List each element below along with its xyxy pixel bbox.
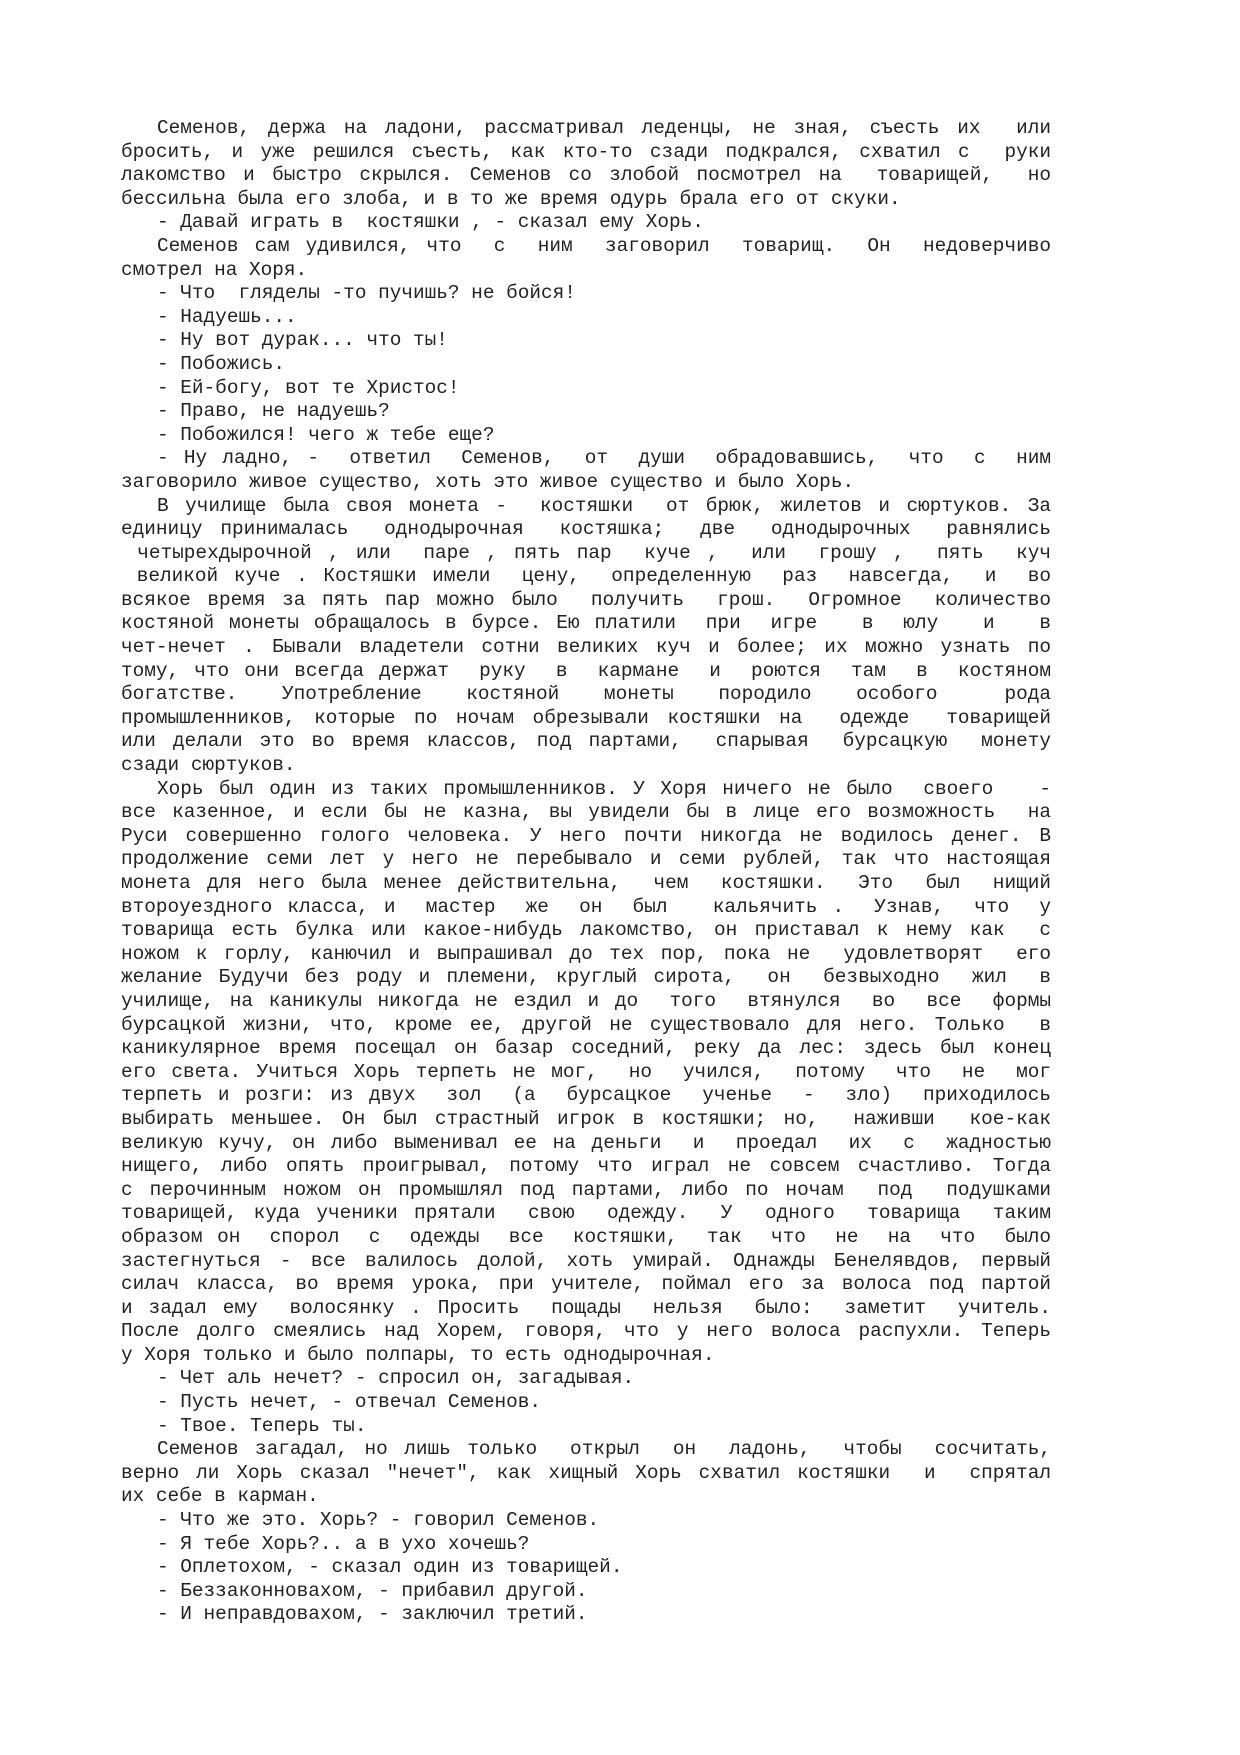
text-line: и задал ему волосянку . Просить пощады нельзя было: заметит учитель. <box>121 1296 1051 1319</box>
text-line: - Ну вот дурак... что ты! <box>157 329 448 352</box>
text-line: с перочинным ножом он промышлял под партами, либо по ночам под подушками <box>121 1178 1051 1201</box>
text-line: - Что же это. Хорь? - говорил Семенов. <box>157 1509 600 1532</box>
text-line: Семенов сам удивился, что с ним заговорил товарищ. Он недоверчиво <box>157 234 1051 257</box>
text-line: Семенов, держа на ладони, рассматривал леденцы, не зная, съесть их или <box>157 117 1051 139</box>
text-line: великую кучу, он либо выменивал ее на деньги и проедал их с жадностью <box>121 1131 1051 1154</box>
text-line: образом он спорол с одежды все костяшки, так что не на что было <box>121 1225 1051 1248</box>
text-line: В училище была своя монета - костяшки от брюк, жилетов и сюртуков. За <box>157 494 1051 517</box>
text-line: - Побожись. <box>157 352 285 375</box>
text-line: - Твое. Теперь ты. <box>157 1414 367 1437</box>
text-line: смотрел на Хоря. <box>121 258 308 281</box>
text-line: бросить, и уже решился съесть, как кто-то сзади подкрался, схватил с руки <box>121 140 1051 163</box>
text-line: Хорь был один из таких промышленников. У Хоря ничего не было своего - <box>157 777 1051 800</box>
text-line: - Ну ладно, - ответил Семенов, от души обрадовавшись, что с ним <box>157 447 1051 470</box>
text-line: бурсацкой жизни, что, кроме ее, другой не существовало для него. Только в <box>121 1013 1051 1036</box>
text-line: четырехдырочной , или паре , пять пар куче , или грошу , пять куч <box>121 541 1051 564</box>
text-line: нищего, либо опять проигрывал, потому что играл не совсем счастливо. Тогда <box>121 1155 1051 1178</box>
text-line: товарищей, куда ученики прятали свою одежду. У одного товарища таким <box>121 1202 1051 1225</box>
text-line: заговорило живое существо, хоть это живое существо и было Хорь. <box>121 470 855 493</box>
text-line: - И неправдовахом, - заключил третий. <box>157 1603 588 1626</box>
text-line: единицу принималась однодырочная костяшка; две однодырочных равнялись <box>121 518 1051 541</box>
text-line: товарища есть булка или какое-нибудь лакомство, он приставал к нему как с <box>121 919 1051 942</box>
text-line: - Беззаконновахом, - прибавил другой. <box>157 1579 588 1602</box>
text-line: - Пусть нечет, - отвечал Семенов. <box>157 1391 541 1414</box>
text-line: верно ли Хорь сказал "нечет", как хищный Хорь схватил костяшки и спрятал <box>121 1461 1051 1484</box>
text-line: выбирать меньшее. Он был страстный игрок в костяшки; но, наживши кое-как <box>121 1107 1051 1130</box>
text-line: - Надуешь... <box>157 305 297 328</box>
text-line: лакомство и быстро скрылся. Семенов со злобой посмотрел на товарищей, но <box>121 164 1051 187</box>
text-line: костяной монеты обращалось в бурсе. Ею платили при игре в юлу и в <box>121 612 1051 635</box>
text-line: великой куче . Костяшки имели цену, определенную раз навсегда, и во <box>121 565 1051 588</box>
text-line: бессильна была его злоба, и в то же время одурь брала его от скуки. <box>121 187 901 210</box>
text-line: или делали это во время классов, под партами, спарывая бурсацкую монету <box>121 730 1051 753</box>
text-line: - Оплетохом, - сказал один из товарищей. <box>157 1556 623 1579</box>
text-line: сзади сюртуков. <box>121 754 296 777</box>
text-line: терпеть и розги: из двух зол (а бурсацкое ученье - зло) приходилось <box>121 1084 1051 1107</box>
text-line: училище, на каникулы никогда не ездил и до того втянулся во все формы <box>121 989 1051 1012</box>
body-text <box>121 117 1051 1627</box>
text-line: все казенное, и если бы не казна, вы увидели бы в лице его возможность на <box>121 801 1051 824</box>
text-line: После долго смеялись над Хорем, говоря, что у него волоса распухли. Теперь <box>121 1320 1051 1343</box>
text-line: каникулярное время посещал он базар соседний, реку да лес: здесь был конец <box>121 1037 1051 1060</box>
text-line: силач класса, во время урока, при учителе, поймал его за волоса под партой <box>121 1273 1051 1296</box>
text-line: - Давай играть в костяшки , - сказал ему Хорь. <box>157 211 704 234</box>
text-line: застегнуться - все валилось долой, хоть умирай. Однажды Бенелявдов, первый <box>121 1249 1051 1272</box>
text-line: тому, что они всегда держат руку в кармане и роются там в костяном <box>121 659 1051 682</box>
text-line: продолжение семи лет у него не перебывало и семи рублей, так что настоящая <box>121 848 1051 871</box>
text-line: - Что гляделы -то пучишь? не бойся! <box>157 282 576 305</box>
text-line: Семенов загадал, но лишь только открыл он ладонь, чтобы сосчитать, <box>157 1438 1051 1461</box>
text-line: у Хоря только и было полпары, то есть однодырочная. <box>121 1343 715 1366</box>
text-line: - Я тебе Хорь?.. а в ухо хочешь? <box>157 1532 530 1555</box>
text-line: желание Будучи без роду и племени, круглый сирота, он безвыходно жил в <box>121 966 1051 989</box>
text-line: всякое время за пять пар можно было получить грош. Огромное количество <box>121 588 1051 611</box>
text-line: ножом к горлу, канючил и выпрашивал до тех пор, пока не удовлетворят его <box>121 942 1051 965</box>
text-line: его света. Учиться Хорь терпеть не мог, но учился, потому что не мог <box>121 1060 1051 1083</box>
text-line: монета для него была менее действительна, чем костяшки. Это был нищий <box>121 872 1051 894</box>
text-line: второуездного класса, и мастер же он был кальячить . Узнав, что у <box>121 895 1051 918</box>
text-line: - Право, не надуешь? <box>157 400 390 423</box>
text-line: их себе в карман. <box>121 1485 319 1508</box>
text-line: промышленников, которые по ночам обрезывали костяшки на одежде товарищей <box>121 706 1051 729</box>
text-line: - Побожился! чего ж тебе еще? <box>157 423 495 446</box>
text-line: богатстве. Употребление костяной монеты породило особого рода <box>121 683 1051 706</box>
text-line: Руси совершенно голого человека. У него почти никогда не водилось денег. В <box>121 824 1051 847</box>
text-line: чет-нечет . Бывали владетели сотни великих куч и более; их можно узнать по <box>121 636 1051 659</box>
text-line: - Ей-богу, вот те Христос! <box>157 376 460 399</box>
text-line: - Чет аль нечет? - спросил он, загадывая. <box>157 1367 635 1390</box>
